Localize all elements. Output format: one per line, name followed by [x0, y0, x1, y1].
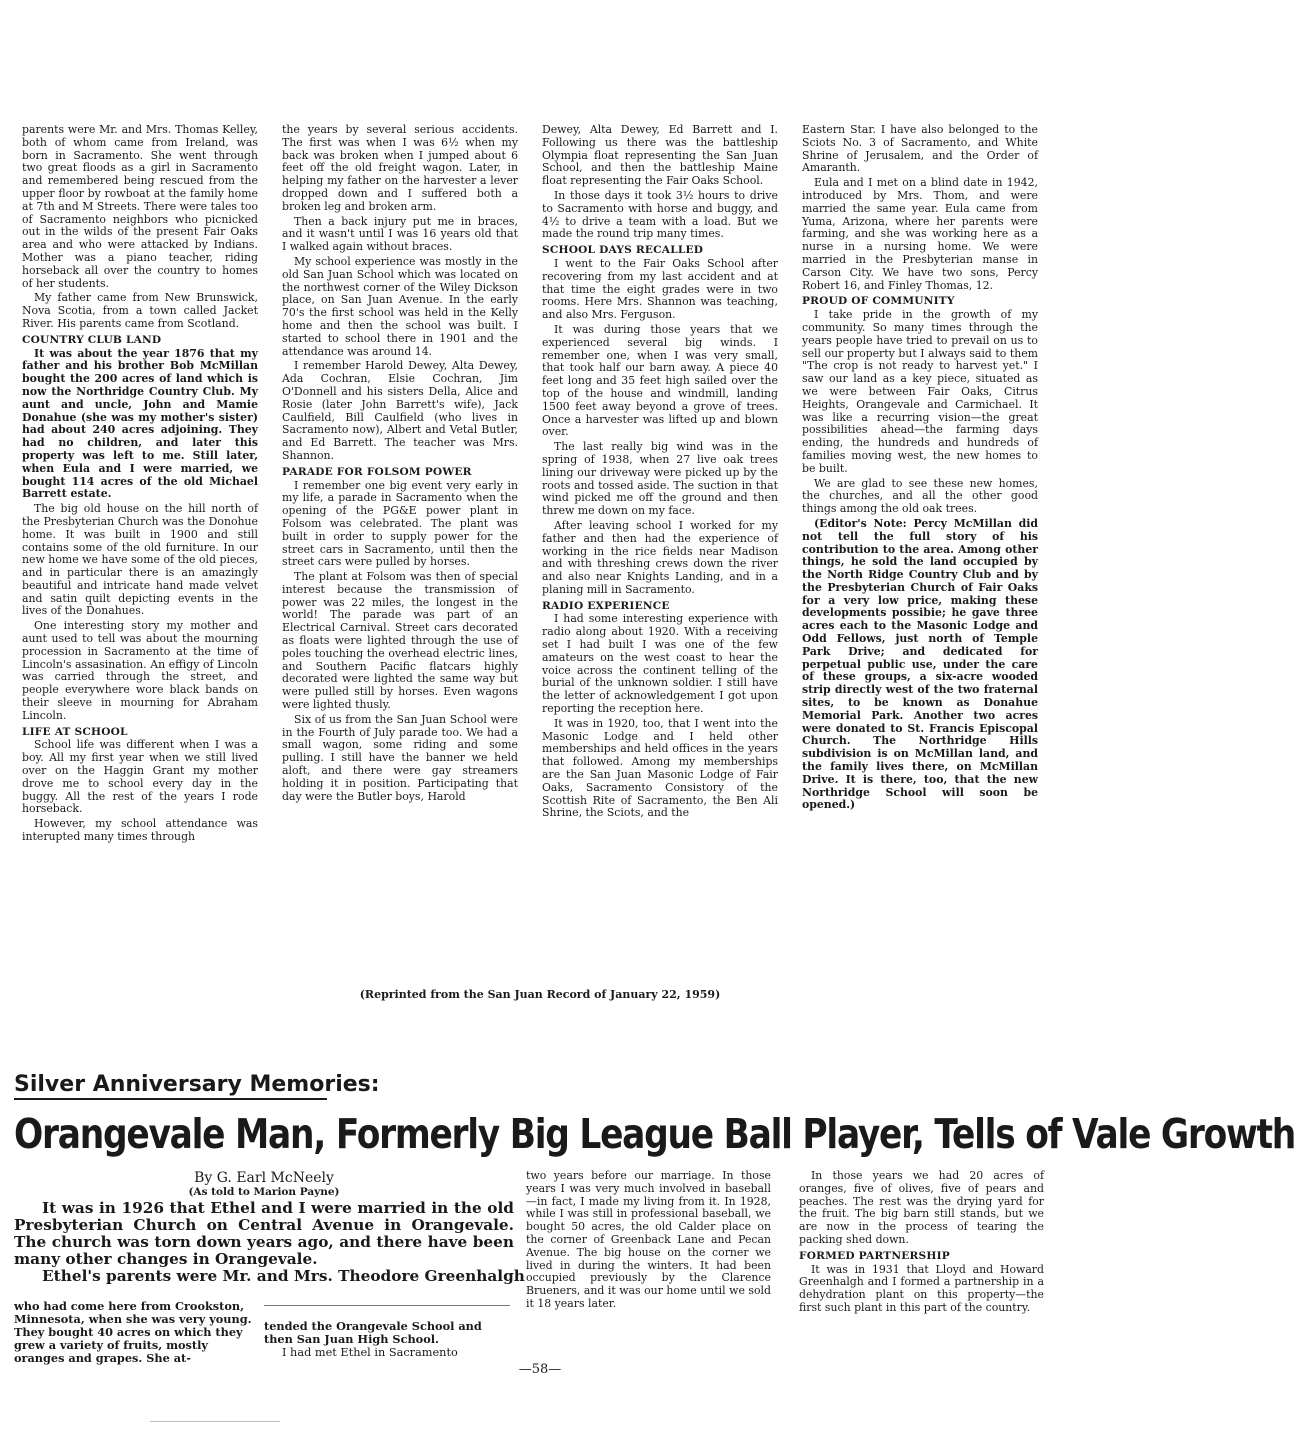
lede-paragraph-2: Ethel's parents were Mr. and Mrs. Theodore Greenhalgh: [42, 1267, 525, 1285]
byline: By G. Earl McNeely: [194, 1170, 334, 1186]
article-continued-columns: [22, 124, 1062, 846]
body-paragraph: Eastern Star. I have also belonged to the Sciots No. 3 of Sacramento, and White Shrine of Jerusalem, and the Order of Amaranth.: [802, 123, 1038, 175]
body-paragraph: The plant at Folsom was then of special interest because the transmission of power was 22 miles, the longest in the world! The parade was part of an Electrical Carnival. Street cars decorated as floats were lighted through the use of poles touching the overhead electric lines, and Southern Pacific flatcars highly decorated were lighted the same way but were pulled still by horses. Even wagons were lighted thusly.: [282, 570, 518, 712]
body-paragraph: It was during those years that we experienced several big winds. I remember one, when I was very small, that took half our barn away. A piece 40 feet long and 35 feet high sailed over the top of the house and windmill, landing 1500 feet away beyond a grove of trees. Once a harvester was lifted up and blown over.: [542, 322, 778, 439]
section-underline: [14, 1098, 327, 1100]
body-paragraph: I had met Ethel in Sacramento: [282, 1346, 458, 1359]
lede-continuation-middle: [264, 1300, 510, 1359]
subheading: PROUD OF COMMUNITY: [802, 295, 955, 308]
headline: Orangevale Man, Formerly Big League Ball Player, Tells of Vale Growth: [14, 1110, 1295, 1158]
page-number: —58—: [518, 1362, 562, 1377]
article-lower-columns: [526, 1170, 1056, 1317]
subheading: LIFE AT SCHOOL: [22, 725, 128, 738]
body-paragraph: (Editor's Note: Percy McMillan did not tell the full story of his contribution to the area. Among other things, he sold the land occupied by the North Ridge Country Club and by the Presbyterian Church of Fair Oaks for a very low price, making these developments possibie; he gave three acres each to the Masonic Lodge and Odd Fellows, just north of Temple Park Drive; and dedicated for perpetual public use, under the care of these groups, a six-acre wooded strip directly west of the two fraternal sites, to be known as Donahue Memorial Park. Another two acres were donated to St. Francis Episcopal Church. The Northridge Hills subdivision is on McMillan land, and the family lives there, on McMillan Drive. It is there, too, that the new Northridge School will soon be opened.): [802, 516, 1038, 812]
subheading: FORMED PARTNERSHIP: [799, 1249, 950, 1262]
body-paragraph: After leaving school I worked for my father and then had the experience of working in the rice fields near Madison and with threshing crews down the river and also near Knights Landing, and in a planing mill in Sacramento.: [542, 518, 778, 596]
body-paragraph: Six of us from the San Juan School were in the Fourth of July parade too. We had a small wagon, some riding and some pulling. I still have the banner we held aloft, and there were gay streamers holding it in position. Participating that day were the Butler boys, Harold: [282, 712, 518, 803]
lower-column-4: [799, 1170, 1044, 1317]
scan-artifact: [150, 1421, 280, 1422]
body-paragraph: One interesting story my mother and aunt used to tell was about the mourning procession in Sacramento at the time of Lincoln's assasination. An effigy of Lincoln was carried through the street, and people everywhere wore black bands on their sleeve in mourning for Abraham Lincoln.: [22, 619, 258, 722]
subheading: PARADE FOR FOLSOM POWER: [282, 465, 472, 478]
body-paragraph: We are glad to see these new homes, the churches, and all the other good things among the old oak trees.: [802, 476, 1038, 516]
body-paragraph: However, my school attendance was interupted many times through: [22, 817, 258, 844]
body-paragraph: parents were Mr. and Mrs. Thomas Kelley, both of whom came from Ireland, was born in Sacramento. She went through two great floods as a girl in Sacramento and remembered being rescued from the upper floor by rowboat at the family home at 7th and M Streets. There were tales too of Sacramento neighbors who picnicked out in the wilds of the present Fair Oaks area and who were attacked by Indians. Mother was a piano teacher, riding horseback all over the country to homes of her students.: [22, 123, 258, 290]
body-paragraph: I had some interesting experience with radio along about 1920. With a receiving set I had built I was one of the few amateurs on the west coast to hear the voice across the continent telling of the burial of the unknown soldier. I still have the letter of acknowledgement I got upon reporting the reception here.: [542, 612, 778, 716]
body-paragraph: two years before our marriage. In those years I was very much involved in baseball—in fact, I made my living from it. In 1928, while I was still in professional baseball, we bought 50 acres, the old Calder place on the corner of Greenback Lane and Pecan Avenue. The big house on the corner we lived in during the winters. It had been occupied previously by the Clarence Brueners, and it was our home until we sold it 18 years later.: [526, 1169, 771, 1310]
body-paragraph: In those days it took 3½ hours to drive to Sacramento with horse and buggy, and 4½ to drive a team with a load. But we made the round trip many times.: [542, 188, 778, 241]
column-2: [282, 124, 518, 846]
column-4: [802, 124, 1038, 846]
body-paragraph: Then a back injury put me in braces, and it wasn't until I was 16 years old that I walked again without braces.: [282, 214, 518, 254]
byline-block: [14, 1170, 525, 1285]
body-paragraph: Dewey, Alta Dewey, Ed Barrett and I. Following us there was the battleship Olympia float representing the San Juan School, and then the battleship Maine float representing the Fair Oaks School.: [542, 123, 778, 188]
divider: [264, 1305, 510, 1306]
subheading: COUNTRY CLUB LAND: [22, 333, 162, 346]
body-paragraph: I take pride in the growth of my community. So many times through the years people have tried to prevail on us to sell our property but I always said to them "The crop is not ready to harvest yet." I saw our land as a key piece, situated as we were between Fair Oaks, Citrus Heights, Orangevale and Carmichael. It was like a recurring vision—the great possibilities ahead—the farming days ending, the hundreds and hundreds of families moving west, the new homes to be built.: [802, 308, 1038, 475]
reprint-note: (Reprinted from the San Juan Record of January 22, 1959): [359, 988, 721, 1001]
subheading: RADIO EXPERIENCE: [542, 599, 670, 612]
subheading: SCHOOL DAYS RECALLED: [542, 244, 704, 257]
body-paragraph: I remember Harold Dewey, Alta Dewey, Ada Cochran, Elsie Cochran, Jim O'Donnell and his sisters Della, Alice and Rosie (later John Barrett's wife), Jack Caulfield, Bill Caulfield (who lives in Sacramento now), Albert and Vetal Butler, and Ed Barrett. The teacher was Mrs. Shannon.: [282, 359, 518, 462]
body-paragraph: I went to the Fair Oaks School after recovering from my last accident and at that time the eight grades were in two rooms. Here Mrs. Shannon was teaching, and also Mrs. Ferguson.: [542, 256, 778, 322]
body-paragraph: Eula and I met on a blind date in 1942, introduced by Mrs. Thom, and were married the same year. Eula came from Yuma, Arizona, where her parents were farming, and she was working here as a nurse in a nursing home. We were married in the Presbyterian manse in Carson City. We have two sons, Percy Robert 16, and Finley Thomas, 12.: [802, 176, 1038, 292]
column-3: [542, 124, 778, 846]
column-1: [22, 124, 258, 846]
lede-paragraph: It was in 1926 that Ethel and I were married in the old Presbyterian Church on Central Avenue in Orangevale. The church was torn down years ago, and there have been many other changes in Orangevale.: [14, 1199, 514, 1268]
body-paragraph: My father came from New Brunswick, Nova Scotia, from a town called Jacket River. His parents came from Scotland.: [22, 291, 258, 330]
body-paragraph: My school experience was mostly in the old San Juan School which was located on the northwest corner of the Wiley Dickson place, on San Juan Avenue. In the early 70's the first school was held in the Kelly home and then the school was built. I started to school there in 1901 and the attendance was around 14.: [282, 254, 518, 358]
body-paragraph: the years by several serious accidents. The first was when I was 6½ when my back was broken when I jumped about 6 feet off the old freight wagon. Later, in helping my father on the harvester a lever dropped down and I suffered both a broken leg and broken arm.: [282, 123, 518, 213]
body-paragraph: It was about the year 1876 that my father and his brother Bob McMillan bought the 200 acres of land which is now the Northridge Country Club. My aunt and uncle, John and Mamie Donahue (she was my mother's sister) had about 240 acres adjoining. They had no children, and later this property was left to me. Still later, when Eula and I were married, we bought 114 acres of the old Michael Barrett estate.: [22, 346, 258, 501]
lower-column-3: [526, 1170, 771, 1317]
body-paragraph: In those years we had 20 acres of oranges, five of olives, five of pears and peaches. The rest was the drying yard for the fruit. The big barn still stands, but we are now in the process of tearing the packing shed down.: [799, 1169, 1044, 1246]
section-label: Silver Anniversary Memories:: [14, 1072, 380, 1097]
as-told-to: (As told to Marion Payne): [188, 1186, 340, 1198]
body-paragraph: It was in 1931 that Lloyd and Howard Greenhalgh and I formed a partnership in a dehydration plant on this property—the first such plant in this part of the country.: [799, 1262, 1044, 1314]
lede-continuation-text: tended the Orangevale School and then San Juan High School.: [264, 1319, 482, 1346]
body-paragraph: The last really big wind was in the spring of 1938, when 27 live oak trees lining our driveway were picked up by the roots and tossed aside. The suction in that wind picked me off the ground and then threw me down on my face.: [542, 440, 778, 518]
lede-continuation-left: who had come here from Crookston, Minnesota, when she was very young. They bought 40 acres on which they grew a variety of fruits, mostly oranges and grapes. She at-: [14, 1299, 252, 1365]
body-paragraph: The big old house on the hill north of the Presbyterian Church was the Donohue home. It was built in 1900 and still contains some of the old furniture. In our new home we have some of the old pieces, and in particular there is an amazingly beautiful and intricate hand made velvet and satin quilt depicting events in the lives of the Donahues.: [22, 502, 258, 618]
body-paragraph: School life was different when I was a boy. All my first year when we still lived over on the Haggin Grant my mother drove me to school every day in the buggy. All the rest of the years I rode horseback.: [22, 738, 258, 816]
body-paragraph: I remember one big event very early in my life, a parade in Sacramento when the opening of the PG&E power plant in Folsom was celebrated. The plant was built in order to supply power for the street cars in Sacramento, until then the street cars were pulled by horses.: [282, 478, 518, 569]
body-paragraph: It was in 1920, too, that I went into the Masonic Lodge and I held other memberships and held offices in the years that followed. Among my memberships are the San Juan Masonic Lodge of Fair Oaks, Sacramento Consistory of the Scottish Rite of Sacramento, the Ben Ali Shrine, the Sciots, and the: [542, 716, 778, 820]
